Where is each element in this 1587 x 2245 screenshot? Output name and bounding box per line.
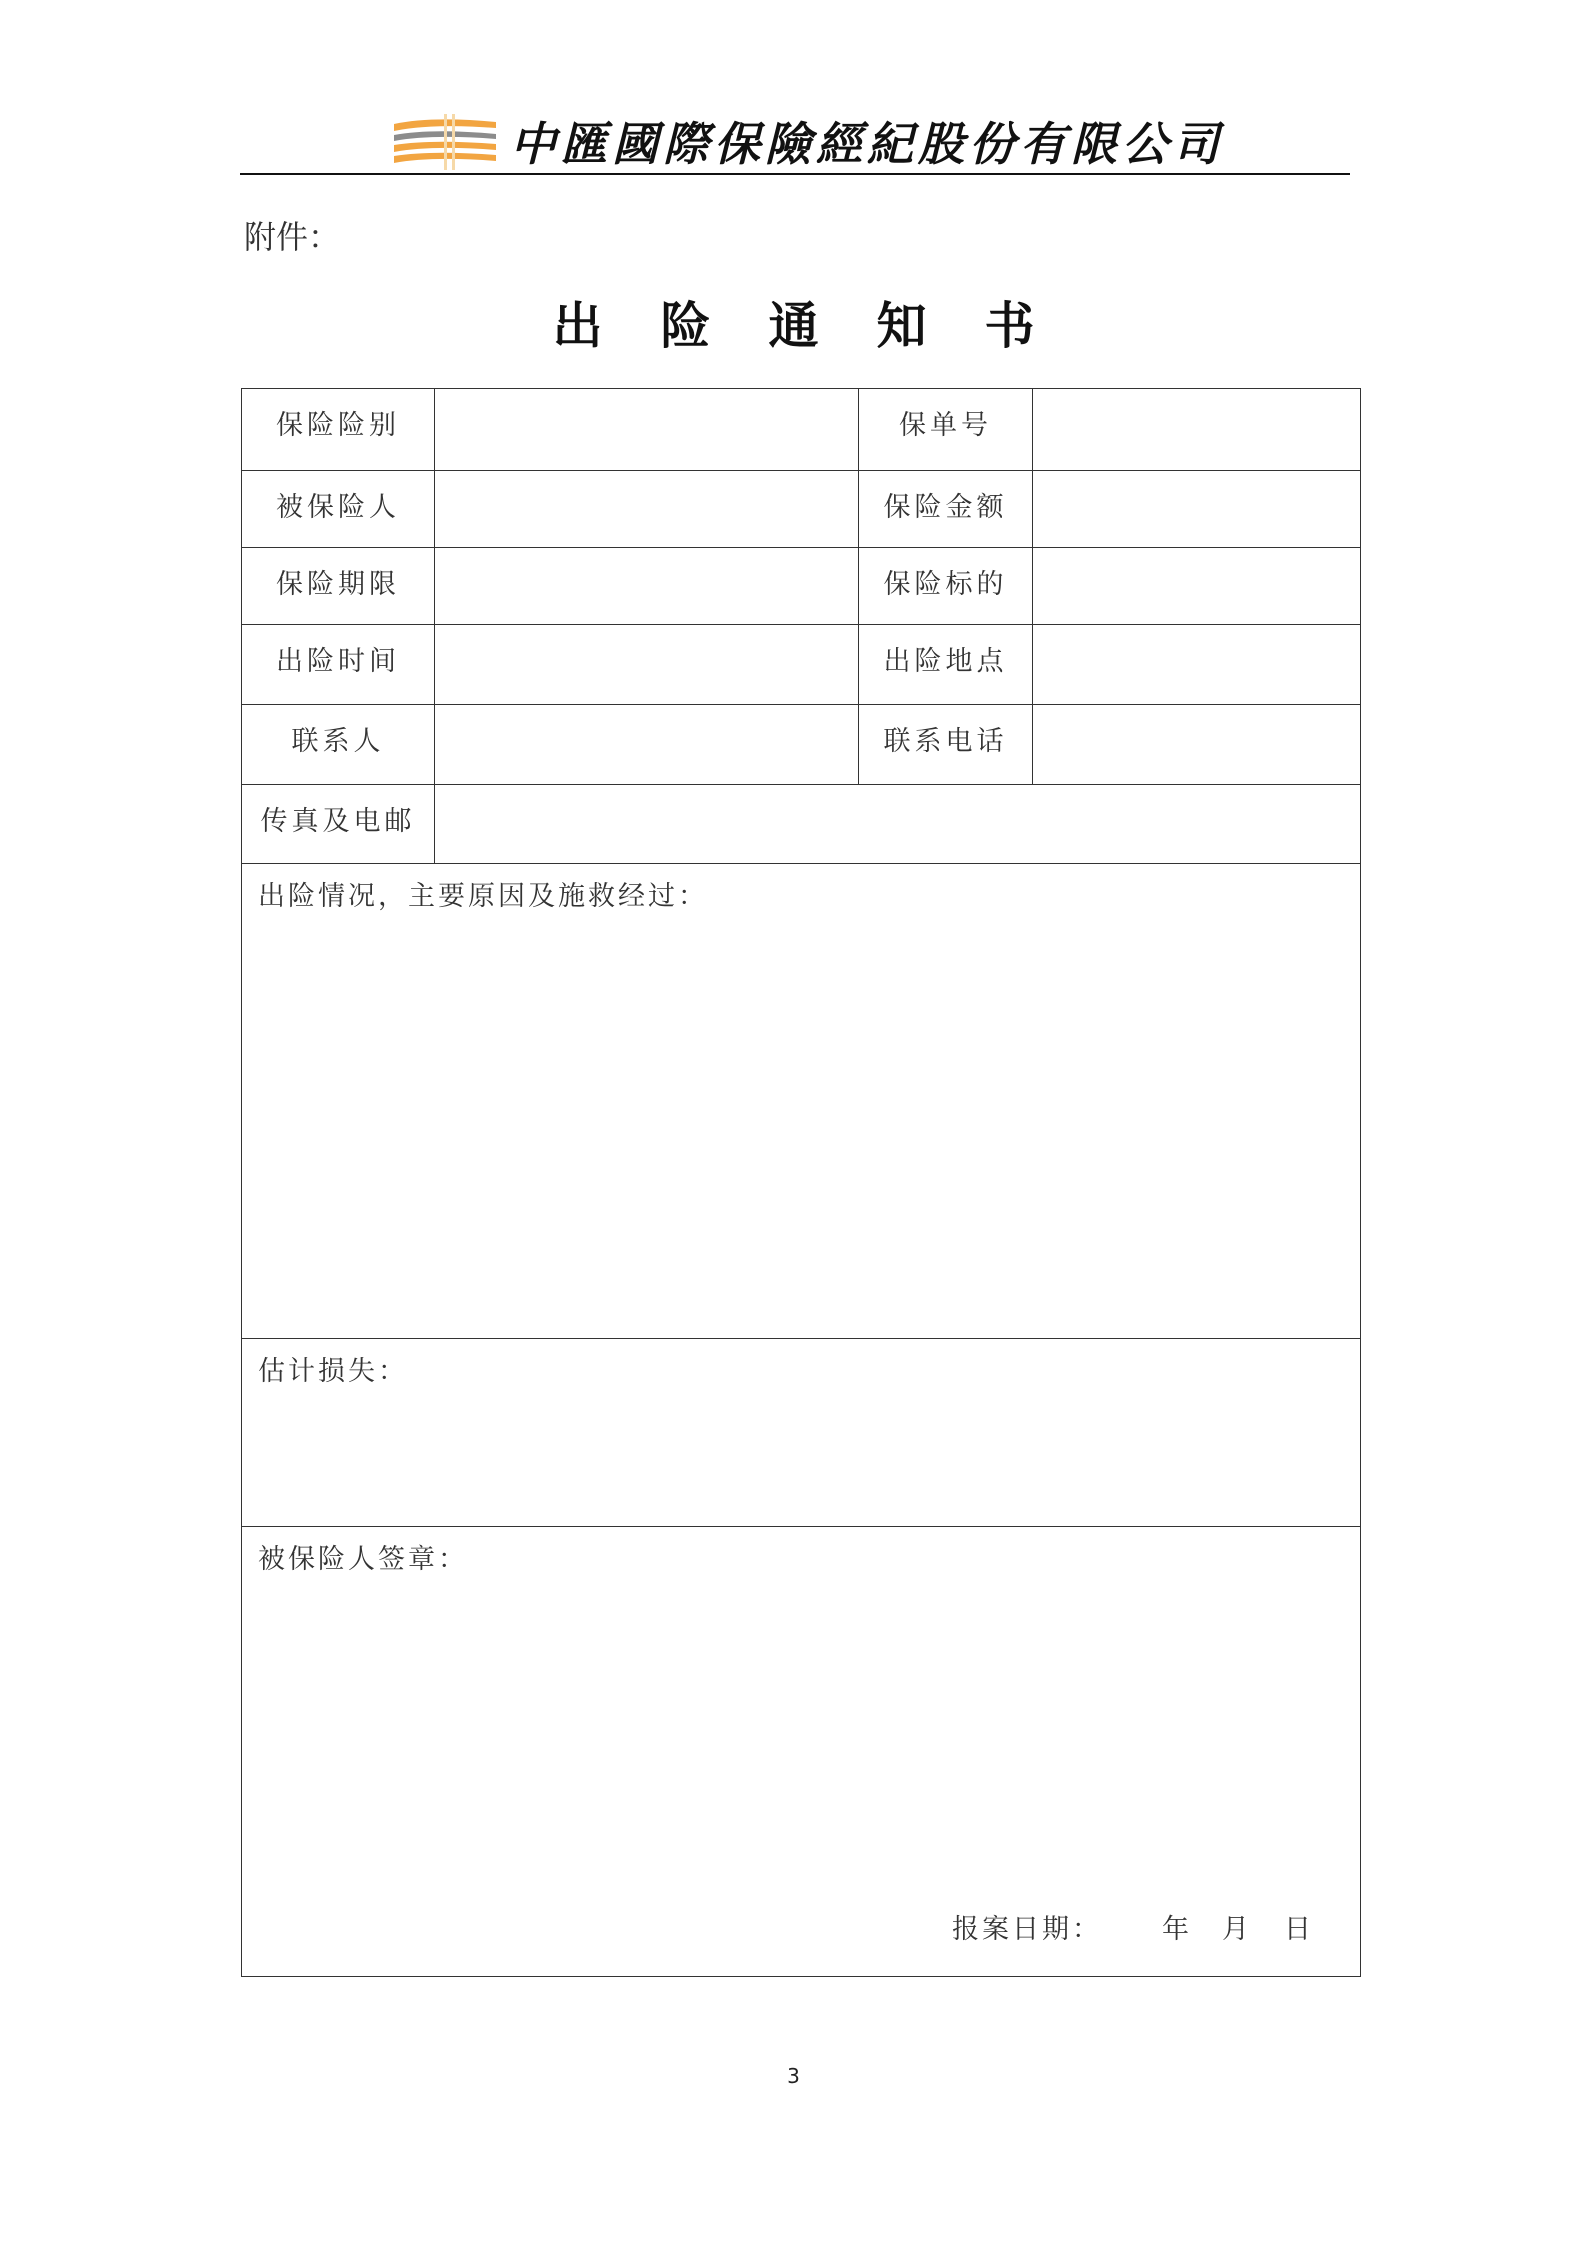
- subject-matter-label: 保险标的: [859, 548, 1033, 625]
- form-row-insurance-type: [242, 389, 1361, 471]
- form-row-insured: [242, 471, 1361, 548]
- header-divider: [240, 173, 1350, 175]
- report-date-day: 日: [1284, 1914, 1314, 1945]
- page-number: 3: [787, 2064, 800, 2088]
- insurance-period-label: 保险期限: [242, 548, 435, 625]
- report-date-year: 年: [1162, 1914, 1192, 1945]
- claim-notice-form: [241, 388, 1361, 1977]
- contact-person-field[interactable]: [435, 705, 859, 785]
- contact-phone-label: 联系电话: [859, 705, 1033, 785]
- estimated-loss-field[interactable]: [242, 1339, 1361, 1527]
- form-row-contact: [242, 705, 1361, 785]
- form-row-incident-description: [242, 864, 1361, 1339]
- subject-matter-field[interactable]: [1033, 548, 1361, 625]
- form-row-period: [242, 548, 1361, 625]
- fax-email-field[interactable]: [435, 785, 1361, 864]
- report-date-label: 报案日期：: [952, 1914, 1102, 1945]
- sum-insured-label: 保险金额: [859, 471, 1033, 548]
- sum-insured-field[interactable]: [1033, 471, 1361, 548]
- document-title: 出险通知书: [552, 296, 1093, 355]
- report-date-month: 月: [1222, 1914, 1252, 1945]
- incident-location-field[interactable]: [1033, 625, 1361, 705]
- insured-label: 被保险人: [242, 471, 435, 548]
- form-row-signature: [242, 1527, 1361, 1977]
- policy-number-field[interactable]: [1033, 389, 1361, 471]
- contact-person-label: 联系人: [242, 705, 435, 785]
- fax-email-label: 传真及电邮: [242, 785, 435, 864]
- form-row-fax-email: [242, 785, 1361, 864]
- letterhead: [240, 108, 1350, 174]
- signature-field[interactable]: [242, 1527, 1361, 1977]
- policy-number-label: 保单号: [859, 389, 1033, 471]
- incident-time-field[interactable]: [435, 625, 859, 705]
- report-date: [952, 1907, 1314, 1946]
- insured-field[interactable]: [435, 471, 859, 548]
- incident-time-label: 出险时间: [242, 625, 435, 705]
- incident-description-field[interactable]: [242, 864, 1361, 1339]
- form-row-estimated-loss: [242, 1339, 1361, 1527]
- contact-phone-field[interactable]: [1033, 705, 1361, 785]
- incident-location-label: 出险地点: [859, 625, 1033, 705]
- company-name: 中匯國際保險經紀股份有限公司: [510, 117, 1224, 171]
- attachment-label: 附件：: [244, 218, 341, 256]
- incident-description-label: 出险情况，主要原因及施救经过：: [258, 881, 708, 912]
- insurance-period-field[interactable]: [435, 548, 859, 625]
- estimated-loss-label: 估计损失：: [258, 1356, 408, 1387]
- signature-label: 被保险人签章：: [258, 1544, 468, 1575]
- insurance-type-field[interactable]: [435, 389, 859, 471]
- form-row-incident: [242, 625, 1361, 705]
- insurance-type-label: 保险险别: [242, 389, 435, 471]
- company-logo-icon: [392, 114, 498, 170]
